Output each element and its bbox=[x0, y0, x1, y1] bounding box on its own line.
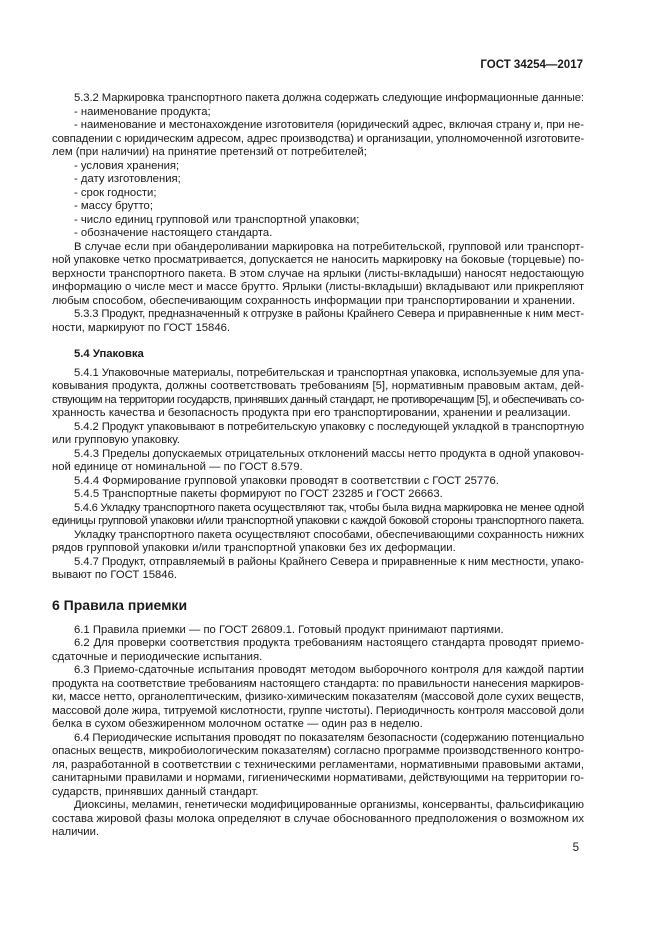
text-line: хранность качества и безопасность продукта при его транспортировании, хранении и реализации. bbox=[52, 407, 571, 419]
list-item: - массу брутто; bbox=[74, 200, 153, 212]
paragraph-5-3-2 bbox=[52, 92, 584, 335]
text-line: продукта на соответствие требованиям настоящего стандарта: по правильности нанесения маркиров- bbox=[52, 677, 584, 690]
text-line: рядов групповой упаковки и/или транспортной упаковки без их деформации. bbox=[52, 542, 456, 554]
text-line: Диоксины, меламин, генетически модифицированные организмы, консерванты, фальсификацию bbox=[74, 799, 584, 811]
list-item: - срок годности; bbox=[74, 186, 157, 199]
text-line: или групповую упаковку. bbox=[52, 434, 180, 446]
subsection-heading: 5.4 Упаковка bbox=[74, 348, 144, 360]
list-item: - обозначение настоящего стандарта. bbox=[74, 227, 273, 239]
list-item: - наименование продукта; bbox=[74, 105, 211, 118]
text-line: ности, маркируют по ГОСТ 15846. bbox=[52, 321, 231, 334]
text-line: 5.4.6 Укладку транспортного пакета осуществляют так, чтобы была видна маркировка не менее одной bbox=[74, 501, 584, 514]
text-line: лем (при наличии) на принятие претензий от потребителей; bbox=[52, 146, 367, 158]
text-line: 5.4.1 Упаковочные материалы, потребительская и транспортная упаковка, используемые для упа- bbox=[74, 366, 584, 379]
text-line: единицы групповой упаковки и/или транспортной упаковки с каждой боковой стороны транспортного пакета. bbox=[52, 515, 584, 527]
text-line: верхности транспортного пакета. В этом случае на ярлыки (листы-вкладыши) наносят недостающую bbox=[52, 267, 584, 280]
text-line: 5.4.3 Пределы допускаемых отрицательных отклонений массы нетто продукта в одной упаковоч- bbox=[74, 447, 585, 460]
text-line: ствующим на территории государств, принявших данный стандарт, не противоречащим [5], и обеспечивать со- bbox=[52, 393, 584, 406]
text-line: Укладку транспортного пакета осуществляют способами, обеспечивающими сохранность нижних bbox=[74, 528, 584, 541]
text-line: ки, массе нетто, органолептическим, физико-химическим показателям (массовой доле сухих веществ, bbox=[52, 691, 584, 703]
section-5-4-body bbox=[52, 367, 584, 583]
text-line: 6.4 Периодические испытания проводят по показателям безопасности (содержанию потенциально bbox=[74, 731, 584, 744]
text-line: 5.4.7 Продукт, отправляемый в районы Крайнего Севера и приравненные к ним местности, упако- bbox=[74, 555, 584, 568]
text-line: санитарными правилами и нормами, гигиеническими нормативами, действующими на территории го- bbox=[52, 772, 584, 784]
section-heading: 6 Правила приемки bbox=[52, 596, 188, 613]
text-line: состава жировой фазы молока определяют в случае обоснованного предположения о возможном их bbox=[52, 812, 584, 825]
text-line: любым способом, обеспечивающим сохранность информации при транспортировании и хранении. bbox=[52, 294, 576, 307]
text-line: 5.4.5 Транспортные пакеты формируют по ГОСТ 23285 и ГОСТ 26663. bbox=[74, 488, 443, 500]
text-line: ной упаковке четко просматривается, допускается не наносить маркировку на боковые (торцевые) по- bbox=[52, 254, 584, 266]
text-line: В случае если при обандероливании маркировка на потребительской, групповой или транспорт- bbox=[74, 240, 584, 253]
list-item: - условия хранения; bbox=[74, 159, 180, 172]
text-line: опасных веществ, микробиологическим показателям) согласно программе производственного контро- bbox=[52, 745, 584, 757]
text-line: 6.2 Для проверки соответствия продукта требованиям настоящего стандарта проводят приемо- bbox=[74, 637, 584, 649]
text-line: 5.4.4 Формирование групповой упаковки проводят в соответствии с ГОСТ 25776. bbox=[74, 474, 499, 487]
text-line: ля, разработанной в соответствии с техническими регламентами, нормативными правовыми актами, bbox=[52, 758, 584, 771]
text-line: информацию о числе мест и массе брутто. Ярлыки (листы-вкладыши) вкладывают или прикрепляют bbox=[52, 281, 584, 293]
section-6-body bbox=[52, 624, 584, 840]
text-line: ковывания продукта, должны соответствовать требованиям [5], нормативным правовым актам, дей- bbox=[52, 380, 584, 392]
text-line: 6.1 Правила приемки — по ГОСТ 26809.1. Готовый продукт принимают партиями. bbox=[74, 623, 504, 636]
text-line: вывают по ГОСТ 15846. bbox=[52, 569, 177, 581]
text-line: сдаточные и периодические испытания. bbox=[52, 650, 263, 663]
text-line: сударств, принявших данный стандарт. bbox=[52, 785, 259, 798]
page-number: 5 bbox=[572, 842, 579, 854]
text-line: массовой доле жира, титруемой кислотности, группе чистоты). Периодичность контроля массовой доли bbox=[52, 704, 584, 717]
text-line: наличии. bbox=[52, 826, 100, 838]
list-item: - дату изготовления; bbox=[74, 173, 181, 185]
list-item: - наименование и местонахождение изготовителя (юридический адрес, включая страну и, при не- bbox=[74, 119, 584, 131]
list-item: - число единиц групповой или транспортной упаковки; bbox=[74, 213, 360, 226]
document-code-header: ГОСТ 34254—2017 bbox=[480, 59, 583, 71]
page-content bbox=[52, 92, 584, 840]
text-line: 6.3 Приемо-сдаточные испытания проводят методом выборочного контроля для каждой партии bbox=[74, 664, 584, 676]
text-line: белка в сухом обезжиренном молочном остатке — один раз в неделю. bbox=[52, 718, 423, 730]
text-line: 5.3.2 Маркировка транспортного пакета должна содержать следующие информационные данные: bbox=[74, 92, 584, 104]
text-line: ной единице от номинальной — по ГОСТ 8.579. bbox=[52, 461, 303, 473]
text-line: совпадении с юридическим адресом, адрес производства) и организации, уполномоченной изготовите- bbox=[52, 132, 584, 145]
text-line: 5.3.3 Продукт, предназначенный к отгрузке в районы Крайнего Севера и приравненные к ним мест- bbox=[74, 308, 584, 320]
text-line: 5.4.2 Продукт упаковывают в потребительскую упаковку с последующей укладкой в транспортную bbox=[74, 420, 585, 433]
